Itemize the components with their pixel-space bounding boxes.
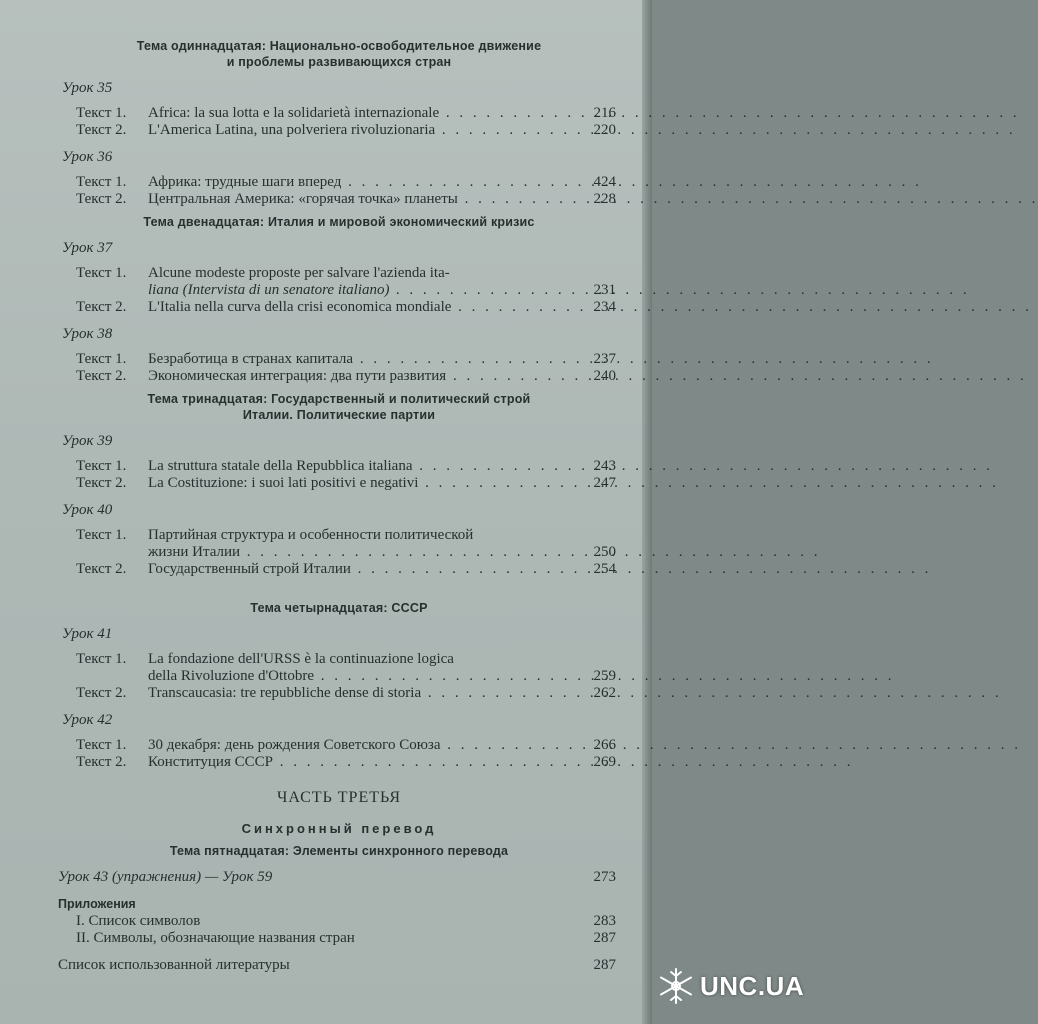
entry-label: Текст 1. — [76, 174, 127, 190]
entry-label: Текст 1. — [76, 651, 127, 667]
entry-title-cont: liana (Intervista di un senatore italiano) . . . — [148, 282, 564, 299]
toc-entry[interactable] — [76, 475, 620, 492]
entry-title: II. Символы, обозначающие названия стран — [76, 930, 355, 946]
lesson-heading: Урок 36 — [62, 149, 113, 165]
page-number: 228 — [593, 191, 616, 207]
entry-title: 30 декабря: день рождения Советского Союза . . . — [148, 737, 564, 754]
entry-title: Государственный строй Италии . . . — [148, 561, 564, 578]
toc-entry[interactable] — [76, 685, 620, 702]
lesson-heading: Урок 41 — [62, 626, 113, 642]
entry-title: Африка: трудные шаги вперед . . . — [148, 174, 564, 191]
page-number: 424 — [593, 174, 616, 190]
entry-title: Партийная структура и особенности политической — [148, 527, 474, 543]
toc-entry[interactable] — [76, 527, 620, 561]
page-number: 269 — [593, 754, 616, 770]
lesson-heading: Урок 42 — [62, 712, 113, 728]
toc-entry[interactable] — [76, 174, 620, 191]
appendix-heading: Приложения — [58, 897, 136, 911]
toc-entry[interactable] — [58, 930, 620, 947]
entry-title: La struttura statale della Repubblica italiana . . . — [148, 458, 564, 475]
page-number: 254 — [593, 561, 616, 577]
page-number: 273 — [593, 869, 616, 885]
entry-label: Текст 2. — [76, 368, 127, 384]
page-number: 250 — [593, 544, 616, 560]
toc-entry[interactable] — [76, 265, 620, 299]
part-subtitle: Синхронный перевод — [241, 821, 437, 836]
snowflake-icon — [656, 966, 696, 1006]
entry-title: La fondazione dell'URSS è la continuazione logica — [148, 651, 454, 667]
page-number: 287 — [593, 957, 616, 973]
entry-title: Transcaucasia: tre repubbliche dense di storia . . . — [148, 685, 564, 702]
page-edge — [642, 0, 652, 1024]
toc-entry[interactable] — [76, 458, 620, 475]
entry-title: Центральная Америка: «горячая точка» планеты . . . — [148, 191, 564, 208]
page-number: 237 — [593, 351, 616, 367]
topic-heading: Тема одиннадцатая: Национально-освободительное движение и проблемы развивающихся стран — [136, 39, 542, 69]
entry-title: Безработица в странах капитала . . . — [148, 351, 564, 368]
page-number: 266 — [593, 737, 616, 753]
entry-label: Текст 2. — [76, 191, 127, 207]
lesson-heading: Урок 37 — [62, 240, 113, 256]
entry-label: Текст 1. — [76, 737, 127, 753]
entry-label: Текст 2. — [76, 685, 127, 701]
entry-title: Урок 43 (упражнения) — Урок 59 — [58, 869, 273, 885]
entry-title: Список использованной литературы — [58, 957, 290, 973]
page-number: 243 — [593, 458, 616, 474]
entry-label: Текст 1. — [76, 351, 127, 367]
toc-entry[interactable] — [76, 105, 620, 122]
page-number: 234 — [593, 299, 616, 315]
watermark-text: UNC.UA — [700, 970, 805, 1001]
entry-label: Текст 1. — [76, 105, 127, 121]
entry-title: Конституция СССР . . . — [148, 754, 564, 771]
entry-title: L'Italia nella curva della crisi economica mondiale . . . — [148, 299, 564, 316]
topic-heading: Тема тринадцатая: Государственный и политический строй Италии. Политические партии — [147, 392, 531, 422]
page-number: 262 — [593, 685, 616, 701]
page-number: 216 — [593, 105, 616, 121]
toc-entry[interactable] — [76, 737, 620, 754]
entry-title: Экономическая интеграция: два пути развития . . . — [148, 368, 564, 385]
toc-entry[interactable] — [58, 913, 620, 930]
toc-entry[interactable] — [76, 368, 620, 385]
part-title: ЧАСТЬ ТРЕТЬЯ — [276, 789, 401, 806]
page-number: 231 — [593, 282, 616, 298]
toc-entry[interactable] — [76, 122, 620, 139]
entry-title: I. Список символов — [76, 913, 201, 929]
lesson-heading: Урок 40 — [62, 502, 113, 518]
entry-title: Africa: la sua lotta e la solidarietà internazionale . . . — [148, 105, 564, 122]
entry-title-cont: жизни Италии . . . — [148, 544, 564, 561]
page-number: 240 — [593, 368, 616, 384]
page-number: 220 — [593, 122, 616, 138]
table-of-contents — [58, 32, 620, 978]
page-number: 247 — [593, 475, 616, 491]
entry-label: Текст 1. — [76, 458, 127, 474]
topic-heading: Тема четырнадцатая: СССР — [250, 601, 428, 615]
entry-label: Текст 2. — [76, 122, 127, 138]
entry-label: Текст 1. — [76, 265, 127, 281]
lesson-heading: Урок 39 — [62, 433, 113, 449]
page-number: 283 — [593, 913, 616, 929]
entry-label: Текст 2. — [76, 561, 127, 577]
toc-entry[interactable] — [76, 561, 620, 578]
entry-title-cont: della Rivoluzione d'Ottobre . . . — [148, 668, 564, 685]
topic-heading: Тема двенадцатая: Италия и мировой экономический кризис — [143, 215, 535, 229]
toc-entry[interactable] — [76, 351, 620, 368]
watermark — [656, 966, 804, 1006]
entry-label: Текст 2. — [76, 475, 127, 491]
toc-entry[interactable] — [58, 869, 620, 886]
entry-title: Alcune modeste proposte per salvare l'azienda ita- — [148, 265, 450, 281]
toc-entry[interactable] — [76, 191, 620, 208]
lesson-heading: Урок 35 — [62, 80, 113, 96]
entry-title: L'America Latina, una polveriera rivoluzionaria . . . — [148, 122, 564, 139]
toc-entry[interactable] — [58, 957, 620, 974]
entry-label: Текст 2. — [76, 754, 127, 770]
entry-label: Текст 2. — [76, 299, 127, 315]
toc-entry[interactable] — [76, 754, 620, 771]
page-number: 259 — [593, 668, 616, 684]
toc-entry[interactable] — [76, 651, 620, 685]
toc-entry[interactable] — [76, 299, 620, 316]
page-number: 287 — [593, 930, 616, 946]
entry-title: La Costituzione: i suoi lati positivi e negativi . . . — [148, 475, 564, 492]
lesson-heading: Урок 38 — [62, 326, 113, 342]
topic-heading: Тема пятнадцатая: Элементы синхронного перевода — [169, 844, 509, 858]
entry-label: Текст 1. — [76, 527, 127, 543]
